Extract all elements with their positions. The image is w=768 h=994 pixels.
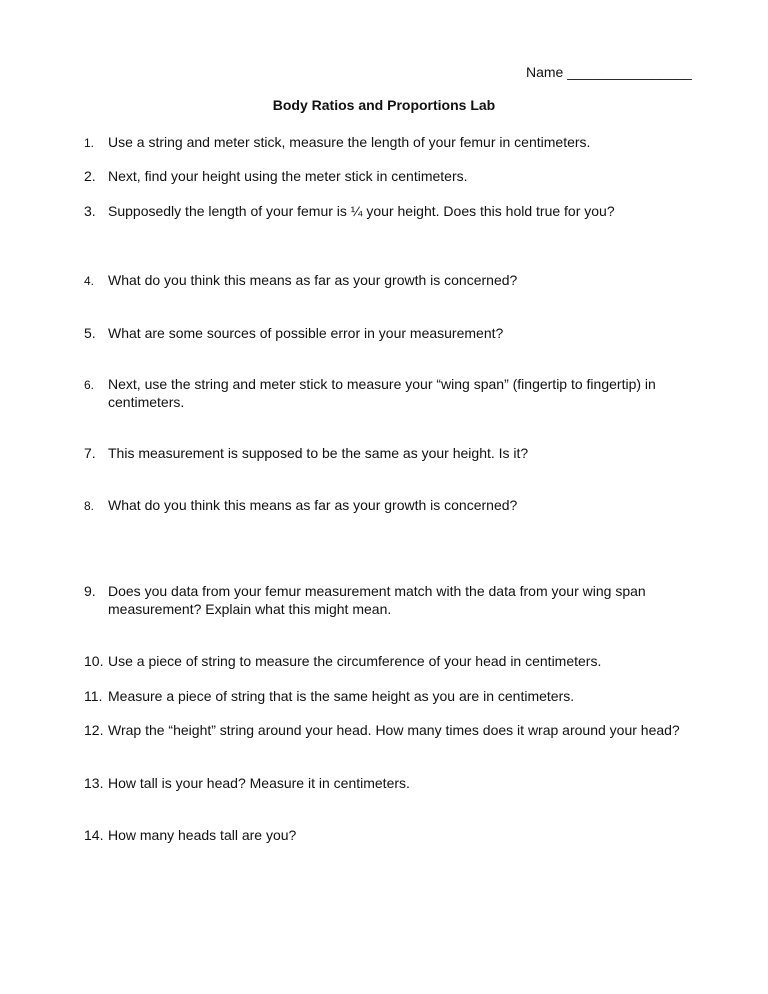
question-text: Wrap the “height” string around your head. How many times does it wrap around your head? [108,722,680,738]
question-number: 1. [84,136,95,150]
question-text: Does you data from your femur measurement match with the data from your wing span measurement? Explain what this might mean. [108,583,646,617]
question-3 [84,202,714,220]
question-text: What are some sources of possible error in your measurement? [108,325,504,341]
question-number: 14. [84,827,104,843]
question-number: 11. [84,688,103,704]
question-text: How tall is your head? Measure it in centimeters. [108,775,410,791]
question-6 [84,375,714,411]
question-number: 2. [84,168,96,184]
question-number: 4. [84,274,95,288]
question-text: Use a string and meter stick, measure the length of your femur in centimeters. [108,134,591,150]
question-text: Measure a piece of string that is the same height as you are in centimeters. [108,688,575,704]
question-number: 6. [84,378,95,392]
question-text: Use a piece of string to measure the circumference of your head in centimeters. [108,653,602,669]
question-number: 5. [84,325,96,341]
question-text: What do you think this means as far as your growth is concerned? [108,497,518,513]
question-13 [84,774,714,792]
question-7 [84,444,714,462]
question-2 [84,167,714,185]
question-9 [84,582,714,618]
question-number: 13. [84,775,104,791]
name-field-label: Name ________________ [526,64,692,80]
question-8 [84,496,714,514]
question-4 [84,271,714,289]
question-text: Supposedly the length of your femur is ¼ your height. Does this hold true for you? [108,203,615,219]
question-text: Next, find your height using the meter stick in centimeters. [108,168,468,184]
question-text: How many heads tall are you? [108,827,297,843]
question-number: 3. [84,203,96,219]
page-title: Body Ratios and Proportions Lab [272,97,496,113]
question-5 [84,324,714,342]
question-1 [84,133,714,151]
question-12 [84,721,714,739]
question-number: 8. [84,499,95,513]
question-number: 7. [84,445,96,461]
question-text: What do you think this means as far as your growth is concerned? [108,272,518,288]
question-text: Next, use the string and meter stick to measure your “wing span” (fingertip to fingertip) in centimeters. [108,376,656,410]
question-number: 9. [84,583,96,599]
question-text: This measurement is supposed to be the same as your height. Is it? [108,445,529,461]
question-number: 10. [84,653,104,669]
question-11 [84,687,714,705]
question-10 [84,652,714,670]
question-number: 12. [84,722,104,738]
question-14 [84,826,714,844]
